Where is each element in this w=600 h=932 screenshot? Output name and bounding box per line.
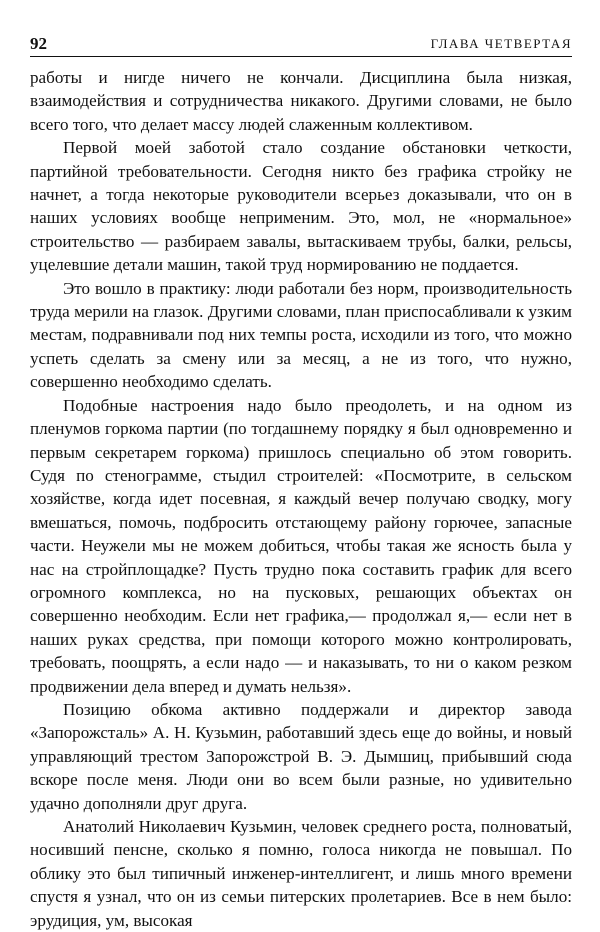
paragraph-6: Анатолий Николаевич Кузьмин, человек среднего роста, полноватый, носивший пенсне, сколько я помню, голоса никогда не повышал. По облику это был типичный инженер-интеллигент, и лишь много времени спустя я узнал, что он из семьи питерских пролетариев. Все в нем было: эрудиция, ум, высокая xyxy=(30,817,572,930)
running-header xyxy=(30,34,572,57)
body-text xyxy=(30,66,572,932)
chapter-title: ГЛАВА ЧЕТВЕРТАЯ xyxy=(430,36,572,51)
paragraph-5: Позицию обкома активно поддержали и директор завода «Запорожсталь» А. Н. Кузьмин, работавший здесь еще до войны, и новый управляющий трестом Запорожстрой В. Э. Дымшиц, прибывший сюда вскоре после меня. Люди они во всем были разные, но удивительно удачно дополняли друг друга. xyxy=(30,699,572,813)
paragraph-1: работы и нигде ничего не кончали. Дисциплина была низкая, взаимодействия и сотрудничества никакого. Другими словами, не было всего того, что делает массу людей слаженным коллективом. xyxy=(30,68,572,134)
paragraph-3: Это вошло в практику: люди работали без норм, производительность труда мерили на глазок. Другими словами, план приспосабливали к узким местам, подравнивали под них темпы роста, исходили из того, что можно успеть сделать за смену или за месяц, а не из того, что нужно, совершенно необходимо сделать. xyxy=(30,278,572,392)
page-number: 92 xyxy=(30,34,47,53)
paragraph-2: Первой моей заботой стало создание обстановки четкости, партийной требовательности. Сегодня никто без графика стройку не начнет, а тогда некоторые руководители всерьез доказывали, что он в наших условиях вообще неприменим. Это, мол, не «нормальное» строительство — разбираем завалы, вытаскиваем трубы, балки, рельсы, уцелевшие детали машин, такой труд нормированию не поддается. xyxy=(30,138,572,275)
paragraph-4: Подобные настроения надо было преодолеть, и на одном из пленумов горкома партии (по тогдашнему порядку я был одновременно и первым секретарем горкома) пришлось специально об этом говорить. Судя по стенограмме, стыдил строителей: «Посмотрите, в сельском хозяйстве, когда идет посевная, я каждый вечер получаю сводку, могу вмешаться, помочь, подбросить отстающему району горючее, запасные части. Неужели мы не можем добиться, чтобы такая же ясность была у нас на стройплощадке? Пусть трудно пока составить график для всего огромного комплекса, но на пусковых, решающих объектах он совершенно необходим. Если нет графика,— продолжал я,— если нет в наших руках средства, при помощи которого можно контролировать, требовать, поощрять, а если надо — и наказывать, то ни о каком резком продвижении дела вперед и думать нельзя». xyxy=(30,395,572,696)
